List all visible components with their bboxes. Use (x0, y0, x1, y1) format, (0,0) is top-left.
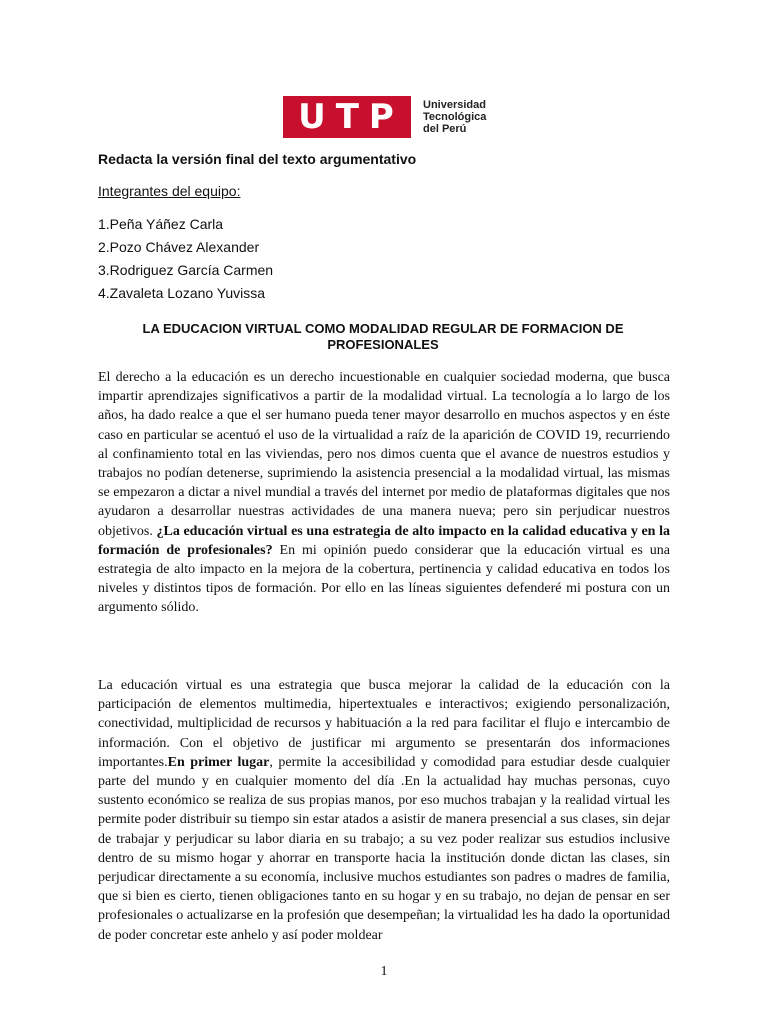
essay-title: LA EDUCACION VIRTUAL COMO MODALIDAD REGULAR DE FORMACION DE PROFESIONALES (142, 321, 624, 352)
logo-university-name (423, 99, 486, 135)
paragraph-1-close: En mi opinión puedo considerar que la educación virtual es una estrategia de alto impacto en la mejora de la cobertura, pertinencia y calidad educativa en todos los niveles y distintos tipos de formación. Por ello en las líneas siguientes defenderé mi postura con un argumento sólido. (98, 542, 670, 616)
paragraph-2-bold: En primer lugar (167, 754, 270, 770)
thesis-question: ¿La educación virtual es una estrategia de alto impacto en la calidad educativa y en la formación de profesionales? (98, 523, 670, 558)
page-number: 1 (380, 964, 388, 979)
team-label (98, 183, 240, 199)
paragraph-2-body: , permite la accesibilidad y comodidad para estudiar desde cualquier parte del mundo y en cualquier momento del día .En la actualidad hay muchas personas, cuyo sustento económico se realiza de sus propias manos, por eso muchos trabajan y la realidad virtual les permite poder distribuir su tiempo sin estar atados a asistir de manera presencial a sus clases, sin dejar de trabajar y perjudicar su labor diaria en su trabajo; a su vez poder realizar sus estudios inclusive dentro de su mismo hogar y ahorrar en transporte hacia la institución donde dictan las clases, sin perjudicar directamente a su economía, inclusive muchos estudiantes son padres o madres de familia, que si bien es cierto, tienen obligaciones tanto en su hogar y en su trabajo, no dejan de pensar en ser profesionales o actualizarse en la profesión que desempeñan; la virtualidad les ha dado la oportunidad de poder concretar este anhelo y así poder moldear (98, 754, 670, 943)
member-item: 2.Pozo Chávez Alexander (98, 239, 260, 255)
paragraph-1 (98, 368, 670, 618)
logo-line-2: Tecnológica (423, 111, 487, 123)
member-item: 1.Peña Yáñez Carla (98, 216, 224, 232)
member-list (98, 213, 273, 305)
team-label-text: Integrantes del equipo (98, 183, 237, 199)
paragraph-2-intro: La educación virtual es una estrategia que busca mejorar la calidad de la educación con la participación de elementos multimedia, hipertextuales e interactivos; exigiendo personalización, conectividad, multiplicidad de recursos y habituación a la red para facilitar el flujo e intercambio de información. Con el objetivo de justificar mi argumento se presentarán dos informaciones importantes. (98, 678, 670, 770)
member-item: 3.Rodriguez García Carmen (98, 262, 274, 278)
member-item: 4.Zavaleta Lozano Yuvissa (98, 285, 266, 301)
utp-logo (283, 96, 486, 138)
assignment-heading: Redacta la versión final del texto argumentativo (98, 151, 417, 167)
team-label-colon: : (236, 183, 241, 199)
logo-mark: UTP (283, 96, 411, 138)
logo-line-1: Universidad (423, 99, 486, 111)
paragraph-1-intro: El derecho a la educación es un derecho incuestionable en cualquier sociedad moderna, que busca impartir aprendizajes significativos a partir de la modalidad virtual. La tecnología a lo largo de los años, ha dado realce a que el ser humano pueda tener mayor desarrollo en muchos aspectos y en éste caso en particular se acentuó el uso de la virtualidad a raíz de la aparición de COVID 19, recurriendo al confinamiento total en las viviendas, pero nos dimos cuenta que el avance de nuestros estudios y trabajos no podían detenerse, suprimiendo la asistencia presencial a la modalidad virtual, las mismas se empezaron a dictar a nivel mundial a través del internet por medio de plataformas digitales que nos ayudaron a desarrollar nuestras actividades de una manera nueva; pero sin perjudicar nuestros objetivos. (98, 370, 670, 539)
paragraph-2 (98, 676, 670, 945)
logo-line-3: del Perú (423, 123, 467, 135)
